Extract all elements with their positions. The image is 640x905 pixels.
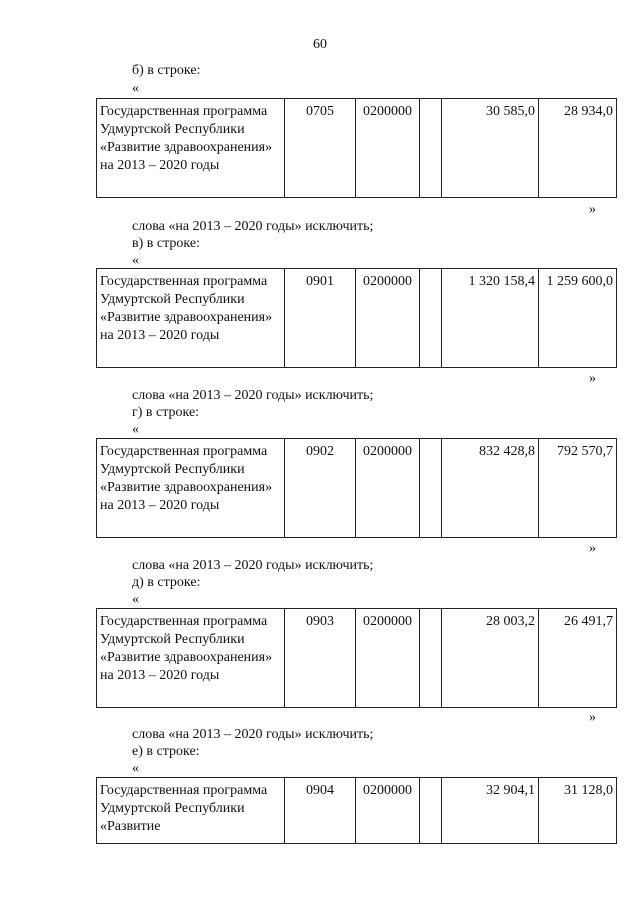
close-quote: » [589, 371, 596, 386]
amount-year1-cell: 832 428,8 [442, 439, 539, 538]
budget-table-row [96, 98, 617, 198]
page-number: 60 [313, 37, 327, 52]
target-article-cell: 0200000 [356, 99, 420, 198]
program-name-cell: Государственная программа Удмуртской Республики «Развитие здравоохранения» на 2013 – 2020 годы [97, 609, 285, 708]
program-name-cell: Государственная программа Удмуртской Республики «Развитие [97, 778, 285, 844]
amount-year1-cell: 30 585,0 [442, 99, 539, 198]
amount-year1-cell: 1 320 158,4 [442, 269, 539, 368]
block-heading: г) в строке: [132, 405, 200, 420]
amount-year1-cell: 32 904,1 [442, 778, 539, 844]
section-code-cell: 0902 [285, 439, 356, 538]
open-quote: « [132, 422, 139, 437]
close-quote: » [589, 710, 596, 725]
expense-type-cell [420, 439, 442, 538]
amount-year1-cell: 28 003,2 [442, 609, 539, 708]
block-heading: б) в строке: [132, 63, 201, 78]
block-heading: в) в строке: [132, 236, 200, 251]
budget-table-row [96, 438, 617, 538]
expense-type-cell [420, 269, 442, 368]
target-article-cell: 0200000 [356, 269, 420, 368]
target-article-cell: 0200000 [356, 778, 420, 844]
section-code-cell: 0901 [285, 269, 356, 368]
amount-year2-cell: 26 491,7 [539, 609, 617, 708]
amount-year2-cell: 31 128,0 [539, 778, 617, 844]
close-quote: » [589, 541, 596, 556]
expense-type-cell [420, 609, 442, 708]
instruction-text: слова «на 2013 – 2020 годы» исключить; [132, 219, 374, 234]
section-code-cell: 0903 [285, 609, 356, 708]
open-quote: « [132, 761, 139, 776]
expense-type-cell [420, 778, 442, 844]
open-quote: « [132, 81, 139, 96]
instruction-text: слова «на 2013 – 2020 годы» исключить; [132, 558, 374, 573]
budget-table-row [96, 608, 617, 708]
block-heading: д) в строке: [132, 575, 201, 590]
budget-table-row [96, 777, 617, 844]
section-code-cell: 0705 [285, 99, 356, 198]
close-quote: » [589, 202, 596, 217]
amount-year2-cell: 792 570,7 [539, 439, 617, 538]
open-quote: « [132, 592, 139, 607]
instruction-text: слова «на 2013 – 2020 годы» исключить; [132, 388, 374, 403]
amount-year2-cell: 1 259 600,0 [539, 269, 617, 368]
amount-year2-cell: 28 934,0 [539, 99, 617, 198]
program-name-cell: Государственная программа Удмуртской Республики «Развитие здравоохранения» на 2013 – 2020 годы [97, 99, 285, 198]
budget-table-row [96, 268, 617, 368]
block-heading: е) в строке: [132, 744, 200, 759]
program-name-cell: Государственная программа Удмуртской Республики «Развитие здравоохранения» на 2013 – 2020 годы [97, 439, 285, 538]
target-article-cell: 0200000 [356, 609, 420, 708]
open-quote: « [132, 253, 139, 268]
expense-type-cell [420, 99, 442, 198]
section-code-cell: 0904 [285, 778, 356, 844]
instruction-text: слова «на 2013 – 2020 годы» исключить; [132, 727, 374, 742]
program-name-cell: Государственная программа Удмуртской Республики «Развитие здравоохранения» на 2013 – 2020 годы [97, 269, 285, 368]
target-article-cell: 0200000 [356, 439, 420, 538]
